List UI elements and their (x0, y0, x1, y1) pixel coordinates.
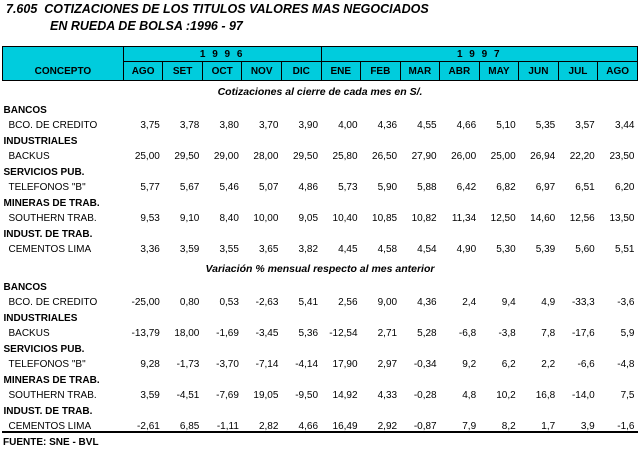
table-row (3, 294, 638, 311)
value-cell: 9,00 (377, 297, 398, 308)
value-cell: 16,8 (535, 390, 556, 401)
value-cell: -12,54 (329, 328, 358, 339)
month-header: OCT (202, 62, 242, 81)
value-cell: 17,90 (332, 359, 358, 370)
table-row (3, 117, 638, 134)
value-cell: 19,05 (253, 390, 279, 401)
value-cell: 3,59 (140, 390, 160, 401)
value-cell: 13,50 (609, 213, 635, 224)
month-header: AGO (598, 62, 638, 81)
value-cell: 5,9 (620, 328, 635, 339)
value-cell: 4,66 (456, 120, 477, 131)
value-cell: 27,90 (411, 151, 437, 162)
table-title-line1: 7.605 COTIZACIONES DE LOS TITULOS VALORES MAS NEGOCIADOS (6, 2, 429, 16)
value-cell: 5,28 (417, 328, 437, 339)
month-header: DIC (281, 62, 321, 81)
value-cell: 3,90 (298, 120, 319, 131)
value-cell: 10,00 (253, 213, 279, 224)
value-cell: 4,8 (462, 390, 477, 401)
value-cell: 5,77 (140, 182, 160, 193)
value-cell: 4,36 (377, 120, 398, 131)
sector-label: SERVICIOS PUB. (3, 343, 85, 355)
value-cell: 5,35 (535, 120, 556, 131)
value-cell: -1,6 (617, 421, 635, 432)
table-row (3, 241, 638, 258)
value-cell: 6,42 (456, 182, 477, 193)
value-cell: 2,82 (258, 421, 279, 432)
value-cell: 2,92 (377, 421, 398, 432)
value-cell: 5,46 (219, 182, 239, 193)
company-name: BCO. DE CREDITO (8, 120, 98, 131)
value-cell: 26,50 (372, 151, 398, 162)
value-cell: 5,51 (615, 244, 635, 255)
sector-label: MINERAS DE TRAB. (3, 374, 100, 386)
value-cell: 5,73 (338, 182, 358, 193)
value-cell: -25,00 (131, 297, 160, 308)
sector-row (3, 342, 638, 356)
value-cell: -4,14 (295, 359, 319, 370)
value-cell: -14,0 (571, 390, 595, 401)
value-cell: 6,82 (496, 182, 516, 193)
value-cell: 3,82 (298, 244, 319, 255)
value-cell: 6,2 (501, 359, 516, 370)
value-cell: 9,53 (140, 213, 160, 224)
company-name: CEMENTOS LIMA (8, 421, 92, 432)
sector-label: INDUSTRIALES (3, 135, 78, 147)
value-cell: -13,79 (131, 328, 160, 339)
value-cell: -6,6 (577, 359, 595, 370)
table-row (3, 210, 638, 227)
value-cell: 25,80 (332, 151, 358, 162)
value-cell: -0,34 (413, 359, 437, 370)
sector-row (3, 134, 638, 148)
value-cell: 3,57 (575, 120, 595, 131)
table-row (3, 179, 638, 196)
company-name: BACKUS (8, 328, 50, 339)
value-cell: 2,71 (377, 328, 398, 339)
month-header: ENE (321, 62, 361, 81)
value-cell: 4,00 (338, 120, 358, 131)
value-cell: 1,7 (541, 421, 556, 432)
table-row (3, 387, 638, 404)
sector-row (3, 280, 638, 294)
sector-label: MINERAS DE TRAB. (3, 197, 100, 209)
value-cell: -7,14 (255, 359, 279, 370)
value-cell: 5,67 (179, 182, 200, 193)
value-cell: 4,9 (541, 297, 556, 308)
value-cell: 5,07 (258, 182, 279, 193)
value-cell: 3,80 (219, 120, 239, 131)
value-cell: 4,66 (298, 421, 319, 432)
value-cell: -3,45 (255, 328, 279, 339)
value-cell: 25,00 (134, 151, 160, 162)
value-cell: 3,75 (140, 120, 160, 131)
month-header: FEB (361, 62, 401, 81)
value-cell: 5,39 (535, 244, 556, 255)
value-cell: 9,10 (179, 213, 200, 224)
source-note: FUENTE: SNE - BVL (3, 437, 99, 448)
value-cell: 3,36 (140, 244, 160, 255)
value-cell: 8,2 (501, 421, 516, 432)
sector-row (3, 196, 638, 210)
sector-row (3, 404, 638, 418)
value-cell: 10,85 (372, 213, 398, 224)
value-cell: 4,54 (417, 244, 437, 255)
value-cell: 11,34 (451, 213, 477, 224)
value-cell: 4,90 (456, 244, 477, 255)
value-cell: 3,55 (219, 244, 239, 255)
value-cell: 22,20 (569, 151, 595, 162)
sector-row (3, 373, 638, 387)
value-cell: -2,63 (255, 297, 279, 308)
sector-row (3, 227, 638, 241)
value-cell: 3,59 (179, 244, 200, 255)
company-name: TELEFONOS "B" (8, 359, 86, 370)
value-cell: 9,05 (298, 213, 319, 224)
value-cell: 7,5 (620, 390, 635, 401)
value-cell: 4,36 (417, 297, 437, 308)
year-header-1997: 1 9 9 7 (321, 47, 637, 62)
value-cell: 9,4 (501, 297, 516, 308)
company-name: CEMENTOS LIMA (8, 244, 92, 255)
sector-label: INDUST. DE TRAB. (3, 228, 93, 240)
sector-label: INDUST. DE TRAB. (3, 405, 93, 417)
month-header: SET (163, 62, 203, 81)
value-cell: -17,6 (571, 328, 595, 339)
value-cell: 23,50 (609, 151, 635, 162)
value-cell: 9,2 (462, 359, 477, 370)
value-cell: 6,97 (535, 182, 556, 193)
value-cell: 3,70 (258, 120, 279, 131)
value-cell: 7,8 (541, 328, 556, 339)
value-cell: 4,58 (377, 244, 398, 255)
value-cell: 5,88 (417, 182, 437, 193)
value-cell: 16,49 (332, 421, 358, 432)
value-cell: 14,60 (530, 213, 556, 224)
value-cell: 2,2 (541, 359, 556, 370)
value-cell: 29,00 (213, 151, 239, 162)
value-cell: 29,50 (292, 151, 319, 162)
company-name: BACKUS (8, 151, 50, 162)
value-cell: 4,55 (417, 120, 437, 131)
value-cell: 4,33 (377, 390, 398, 401)
month-header: AGO (123, 62, 163, 81)
value-cell: 12,50 (490, 213, 516, 224)
value-cell: 0,53 (219, 297, 239, 308)
value-cell: 2,97 (377, 359, 398, 370)
value-cell: 5,36 (298, 328, 319, 339)
value-cell: 7,9 (462, 421, 477, 432)
month-header: JUN (519, 62, 559, 81)
company-name: BCO. DE CREDITO (8, 297, 98, 308)
sector-row (3, 165, 638, 179)
value-cell: -1,11 (216, 421, 239, 432)
value-cell: 6,51 (575, 182, 595, 193)
table-bottom-rule (2, 431, 638, 433)
company-name: SOUTHERN TRAB. (8, 390, 97, 401)
value-cell: -1,69 (216, 328, 239, 339)
month-header: JUL (558, 62, 598, 81)
value-cell: 2,4 (462, 297, 477, 308)
value-cell: 5,90 (377, 182, 398, 193)
sector-label: BANCOS (3, 281, 47, 293)
value-cell: 3,78 (179, 120, 200, 131)
value-cell: -6,8 (458, 328, 477, 339)
value-cell: 2,56 (338, 297, 358, 308)
value-cell: 26,94 (530, 151, 556, 162)
value-cell: 26,00 (451, 151, 477, 162)
value-cell: 25,00 (490, 151, 516, 162)
sector-row (3, 311, 638, 325)
value-cell: -3,8 (498, 328, 516, 339)
quotations-table (2, 46, 638, 435)
value-cell: -3,70 (216, 359, 239, 370)
sector-label: BANCOS (3, 104, 47, 116)
value-cell: -4,51 (176, 390, 200, 401)
value-cell: 29,50 (174, 151, 200, 162)
value-cell: 28,00 (253, 151, 279, 162)
month-header: MAY (479, 62, 519, 81)
value-cell: -1,73 (176, 359, 200, 370)
value-cell: 10,2 (496, 390, 516, 401)
value-cell: 5,41 (298, 297, 319, 308)
value-cell: 6,20 (615, 182, 635, 193)
sector-label: SERVICIOS PUB. (3, 166, 85, 178)
value-cell: 3,9 (580, 421, 595, 432)
value-cell: 3,65 (258, 244, 279, 255)
value-cell: 12,56 (569, 213, 595, 224)
month-header: ABR (440, 62, 480, 81)
value-cell: -0,87 (413, 421, 437, 432)
value-cell: 10,82 (411, 213, 437, 224)
company-name: SOUTHERN TRAB. (8, 213, 97, 224)
value-cell: 10,40 (332, 213, 358, 224)
value-cell: 5,10 (496, 120, 516, 131)
value-cell: -0,28 (413, 390, 437, 401)
value-cell: 0,80 (179, 297, 200, 308)
value-cell: -4,8 (617, 359, 635, 370)
company-name: TELEFONOS "B" (8, 182, 86, 193)
sector-row (3, 103, 638, 117)
value-cell: 4,86 (298, 182, 319, 193)
value-cell: 3,44 (615, 120, 635, 131)
value-cell: -7,69 (216, 390, 239, 401)
section-title: Cotizaciones al cierre de cada mes en S/. (217, 86, 423, 98)
value-cell: 18,00 (174, 328, 200, 339)
value-cell: -9,50 (295, 390, 319, 401)
table-row (3, 325, 638, 342)
value-cell: -3,6 (617, 297, 635, 308)
year-header-1996: 1 9 9 6 (123, 47, 321, 62)
month-header: NOV (242, 62, 282, 81)
value-cell: 6,85 (179, 421, 200, 432)
value-cell: 5,30 (496, 244, 516, 255)
table-title-line2: EN RUEDA DE BOLSA :1996 - 97 (50, 19, 243, 33)
column-header-concepto: CONCEPTO (3, 47, 124, 81)
sector-label: INDUSTRIALES (3, 312, 78, 324)
table-row (3, 148, 638, 165)
section-title: Variación % mensual respecto al mes anterior (205, 263, 435, 275)
value-cell: 4,45 (338, 244, 358, 255)
month-header: MAR (400, 62, 440, 81)
value-cell: 9,28 (140, 359, 160, 370)
value-cell: 14,92 (332, 390, 358, 401)
value-cell: -33,3 (571, 297, 595, 308)
value-cell: 8,40 (219, 213, 239, 224)
value-cell: 5,60 (575, 244, 595, 255)
table-row (3, 356, 638, 373)
value-cell: -2,61 (137, 421, 160, 432)
